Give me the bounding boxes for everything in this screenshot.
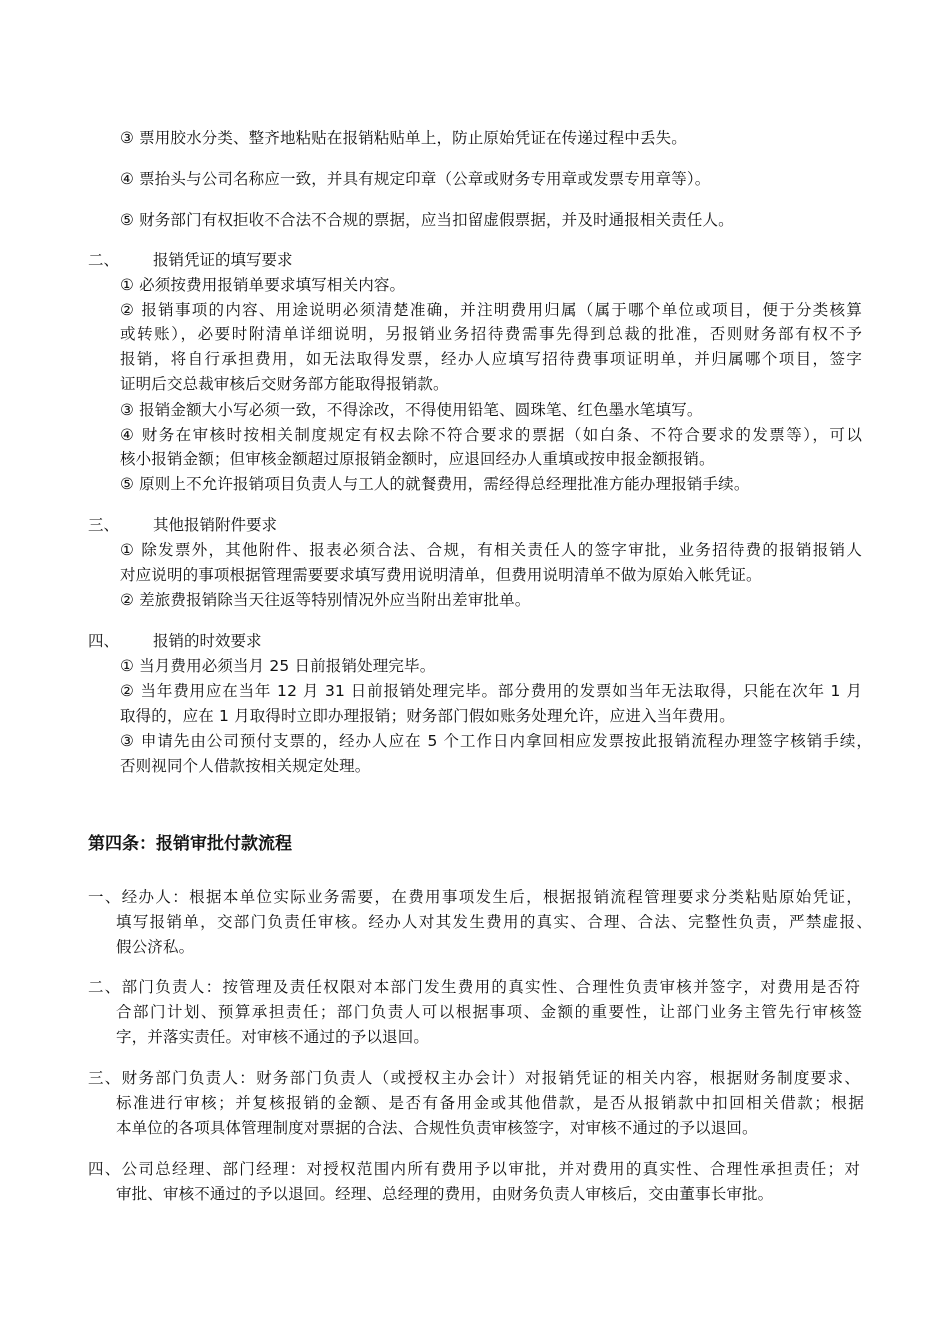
- section-3-line: 对应说明的事项根据管理需要要求填写费用说明清单，但费用说明清单不做为原始入帐凭证。: [120, 566, 762, 584]
- section-4-number: 四、: [88, 632, 120, 650]
- article-4-item-3-line: 标准进行审核；并复核报销的金额、是否有备用金或其他借款，是否从报销款中扣回相关借款；根据: [116, 1094, 864, 1112]
- section-4-heading: 报销的时效要求: [153, 632, 262, 650]
- section-2-heading: 报销凭证的填写要求: [153, 251, 293, 269]
- section-2-line: ① 必须按费用报销单要求填写相关内容。: [120, 276, 406, 294]
- section-2-line: ③ 报销金额大小写必须一致，不得涂改，不得使用铅笔、圆珠笔、红色墨水笔填写。: [120, 401, 703, 419]
- article-4-item-2-line: 字，并落实责任。对审核不通过的予以退回。: [116, 1028, 430, 1046]
- article-4-item-1-line: 填写报销单，交部门负责任审核。经办人对其发生费用的真实、合理、合法、完整性负责，严禁虚报、: [116, 913, 872, 931]
- article-4-item-4-line: 审批、审核不通过的予以退回。经理、总经理的费用，由财务负责人审核后，交由董事长审批。: [116, 1185, 774, 1203]
- receipt-rule-5: ⑤ 财务部门有权拒收不合法不合规的票据，应当扣留虚假票据，并及时通报相关责任人。: [120, 211, 734, 229]
- section-4-line: ① 当月费用必须当月 25 日前报销处理完毕。: [120, 657, 436, 675]
- section-4-line: ③ 申请先由公司预付支票的，经办人应在 5 个工作日内拿回相应发票按此报销流程办理签字核销手续，: [120, 732, 872, 750]
- article-4-item-4-line: 四、公司总经理、部门经理：对授权范围内所有费用予以审批，并对费用的真实性、合理性承担责任；对: [88, 1160, 860, 1178]
- article-4-item-3-line: 本单位的各项具体管理制度对票据的合法、合规性负责审核签字，对审核不通过的予以退回。: [116, 1119, 758, 1137]
- section-3-number: 三、: [88, 516, 120, 534]
- receipt-rule-3: ③ 票用胶水分类、整齐地粘贴在报销粘贴单上，防止原始凭证在传递过程中丢失。: [120, 129, 687, 147]
- section-3-line: ① 除发票外，其他附件、报表必须合法、合规，有相关责任人的签字审批，业务招待费的报销报销人: [120, 541, 862, 559]
- section-4-line: 取得的，应在 1 月取得时立即办理报销；财务部门假如账务处理允许，应进入当年费用。: [120, 707, 735, 725]
- article-4-heading: 第四条：报销审批付款流程: [88, 834, 292, 854]
- section-2-line: 核小报销金额；但审核金额超过原报销金额时，应退回经办人重填或按申报金额报销。: [120, 450, 715, 468]
- section-3-line: ② 差旅费报销除当天往返等特别情况外应当附出差审批单。: [120, 591, 531, 609]
- section-2-line: ④ 财务在审核时按相关制度规定有权去除不符合要求的票据（如白条、不符合要求的发票等），可以: [120, 426, 862, 444]
- article-4-item-2-line: 合部门计划、预算承担责任；部门负责人可以根据事项、金额的重要性，让部门业务主管先行审核签: [116, 1003, 862, 1021]
- section-3-heading: 其他报销附件要求: [153, 516, 278, 534]
- section-2-line: 或转账），必要时附清单详细说明，另报销业务招待费需事先得到总裁的批准，否则财务部有权不予: [120, 325, 862, 343]
- section-2-number: 二、: [88, 251, 120, 269]
- section-2-line: 报销，将自行承担费用，如无法取得发票，经办人应填写招待费事项证明单，并归属哪个项目，签字: [120, 350, 862, 368]
- article-4-item-3-line: 三、财务部门负责人：财务部门负责人（或授权主办会计）对报销凭证的相关内容，根据财务制度要求、: [88, 1069, 860, 1087]
- section-2-line: ② 报销事项的内容、用途说明必须清楚准确，并注明费用归属（属于哪个单位或项目，便于分类核算: [120, 301, 862, 319]
- article-4-item-1-line: 一、经办人：根据本单位实际业务需要，在费用事项发生后，根据报销流程管理要求分类粘贴原始凭证，: [88, 888, 862, 906]
- section-4-line: 否则视同个人借款按相关规定处理。: [120, 757, 371, 775]
- receipt-rule-4: ④ 票抬头与公司名称应一致，并具有规定印章（公章或财务专用章或发票专用章等）。: [120, 170, 711, 188]
- section-4-line: ② 当年费用应在当年 12 月 31 日前报销处理完毕。部分费用的发票如当年无法取得，只能在次年 1 月: [120, 682, 862, 700]
- section-2-line: 证明后交总裁审核后交财务部方能取得报销款。: [120, 375, 449, 393]
- article-4-item-2-line: 二、部门负责人：按管理及责任权限对本部门发生费用的真实性、合理性负责审核并签字，对费用是否符: [88, 978, 860, 996]
- article-4-item-1-line: 假公济私。: [116, 938, 195, 956]
- section-2-line: ⑤ 原则上不允许报销项目负责人与工人的就餐费用，需经得总经理批准方能办理报销手续。: [120, 475, 750, 493]
